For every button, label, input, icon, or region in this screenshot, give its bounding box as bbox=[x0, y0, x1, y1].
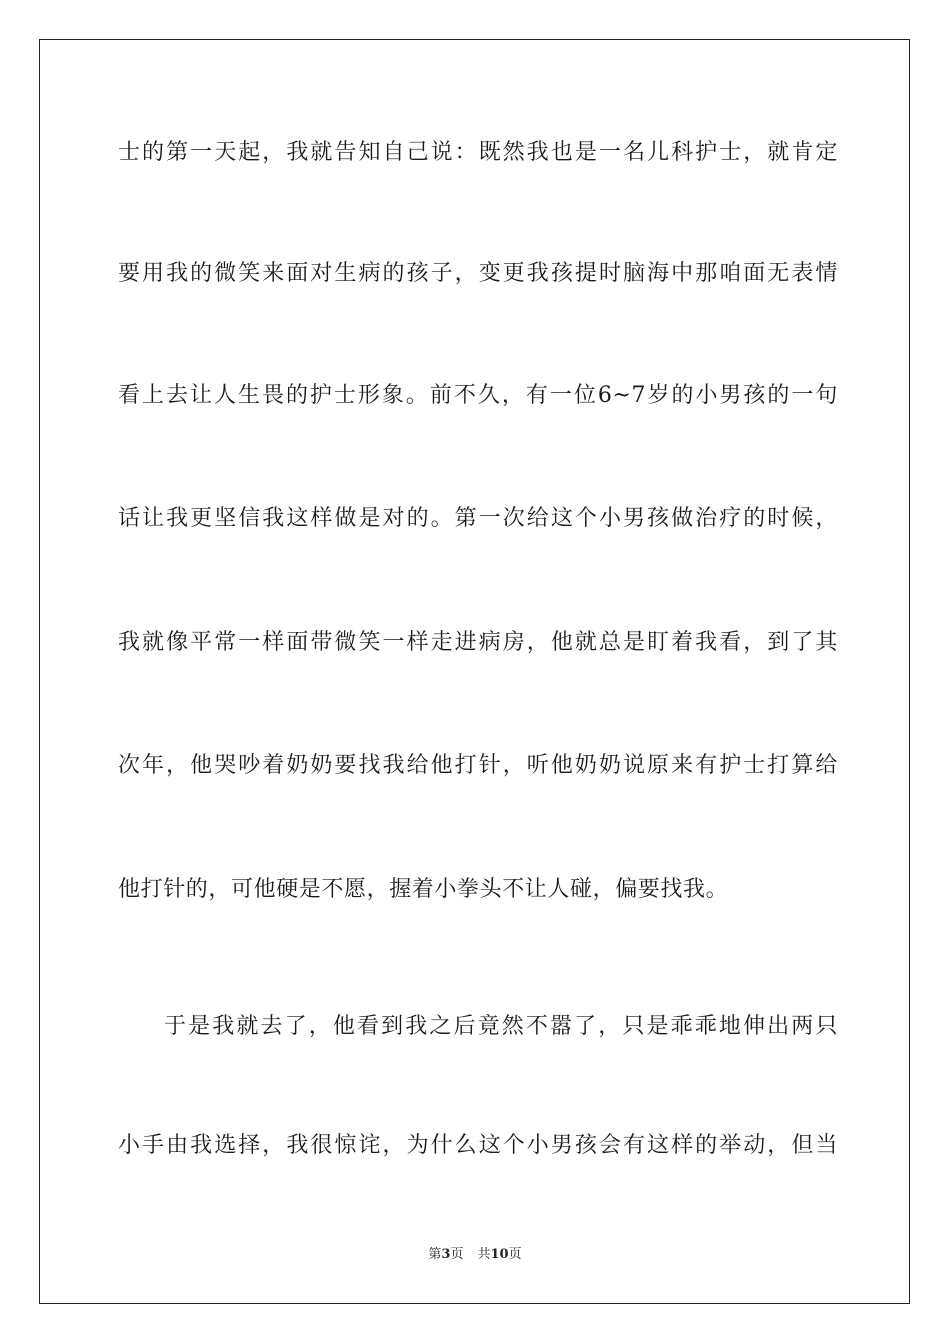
text-line-4: 话让我更坚信我这样做是对的。第一次给这个小男孩做治疗的时候， bbox=[118, 506, 838, 531]
page-border bbox=[39, 39, 910, 1304]
page-footer bbox=[0, 1246, 950, 1264]
total-unit: 页 bbox=[508, 1247, 522, 1262]
text-line-5: 我就像平常一样面带微笑一样走进病房，他就总是盯着我看，到了其 bbox=[118, 630, 838, 655]
text-line-9: 小手由我选择，我很惊诧，为什么这个小男孩会有这样的举动，但当 bbox=[118, 1133, 838, 1158]
text-line-6: 次年，他哭吵着奶奶要找我给他打针，听他奶奶说原来有护士打算给 bbox=[118, 753, 838, 778]
total-pages-number: 10 bbox=[490, 1247, 509, 1262]
text-line-2: 要用我的微笑来面对生病的孩子，变更我孩提时脑海中那咱面无表情 bbox=[118, 261, 838, 286]
current-page-number: 3 bbox=[441, 1247, 451, 1262]
text-line-3: 看上去让人生畏的护士形象。前不久，有一位6~7岁的小男孩的一句 bbox=[118, 383, 838, 408]
total-prefix: 共 bbox=[477, 1247, 491, 1262]
text-line-7: 他打针的，可他硬是不愿，握着小拳头不让人碰，偏要找我。 bbox=[118, 877, 729, 902]
text-line-1: 士的第一天起，我就告知自己说：既然我也是一名儿科护士，就肯定 bbox=[118, 140, 838, 165]
page-prefix: 第 bbox=[428, 1247, 442, 1262]
paragraph-start-line: 于是我就去了，他看到我之后竟然不嚣了，只是乖乖地伸出两只 bbox=[164, 1014, 838, 1039]
page-unit: 页 bbox=[450, 1247, 464, 1262]
